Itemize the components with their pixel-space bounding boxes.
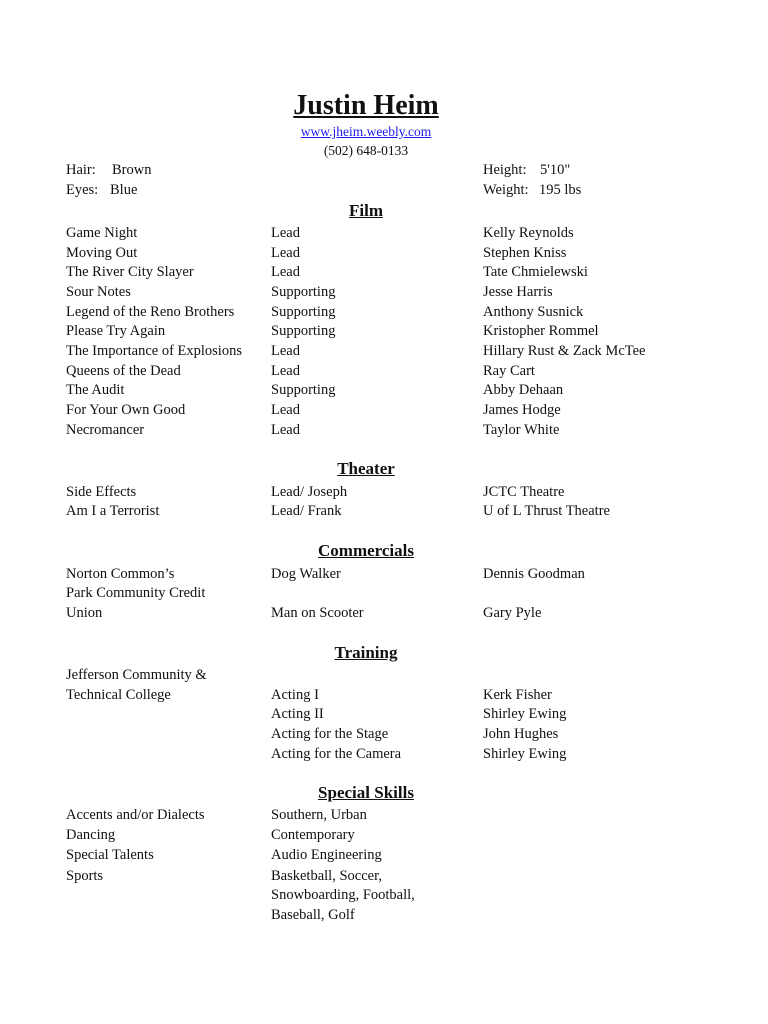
weight-value: 195 lbs [539,182,582,198]
film-role: Lead [271,422,300,438]
training-teacher: Kerk Fisher [483,687,552,703]
film-title: Legend of the Reno Brothers [66,304,235,320]
skill-category: Sports [66,868,104,884]
training-teacher: Shirley Ewing [483,746,567,762]
weight-label: Weight: [483,182,529,198]
training-school: Jefferson Community & [66,667,207,683]
training-teacher: John Hughes [483,726,559,742]
film-role: Supporting [271,382,336,398]
hair-label: Hair: [66,162,96,178]
height-value: 5'10" [540,162,571,178]
film-director: Kelly Reynolds [483,225,574,241]
theater-heading: Theater [337,459,395,478]
skill-detail: Southern, Urban [271,807,367,823]
theater-venue: JCTC Theatre [483,484,565,500]
skill-category: Dancing [66,827,116,843]
film-role: Lead [271,225,300,241]
film-role: Lead [271,402,300,418]
theater-title: Side Effects [66,484,137,500]
film-director: Hillary Rust & Zack McTee [483,343,646,359]
training-class: Acting II [271,706,324,722]
commercial-role: Man on Scooter [271,605,364,621]
training-class: Acting for the Camera [271,746,402,762]
training-school: Technical College [66,687,171,703]
commercial-director: Dennis Goodman [483,566,585,582]
film-director: Taylor White [483,422,560,438]
film-director: James Hodge [483,402,561,418]
film-role: Supporting [271,284,336,300]
theater-role: Lead/ Frank [271,503,342,519]
phone-number: (502) 648-0133 [323,143,409,158]
film-director: Jesse Harris [483,284,553,300]
skill-detail: Baseball, Golf [271,907,355,923]
actor-name: Justin Heim [293,90,439,121]
skill-detail: Contemporary [271,827,355,843]
film-title: Sour Notes [66,284,131,300]
skill-detail: Snowboarding, Football, [271,887,415,903]
website-link[interactable]: www.jheim.weebly.com [300,124,432,139]
film-role: Supporting [271,323,336,339]
skill-category: Accents and/or Dialects [66,807,205,823]
film-role: Lead [271,363,300,379]
film-title: Please Try Again [66,323,166,339]
skill-detail: Audio Engineering [271,847,382,863]
theater-role: Lead/ Joseph [271,484,348,500]
film-role: Lead [271,264,300,280]
special-skills-heading: Special Skills [318,783,414,802]
commercial-title: Park Community Credit [66,585,206,601]
skill-category: Special Talents [66,847,154,863]
film-role: Lead [271,245,300,261]
commercials-heading: Commercials [318,541,414,560]
film-title: The River City Slayer [66,264,194,280]
training-class: Acting I [271,687,319,703]
film-title: Game Night [66,225,138,241]
commercial-title: Norton Common’s [66,566,175,582]
film-director: Abby Dehaan [483,382,564,398]
film-title: Moving Out [66,245,138,261]
eyes-value: Blue [110,182,138,198]
film-title: The Audit [66,382,125,398]
commercial-director: Gary Pyle [483,605,542,621]
training-heading: Training [334,643,398,662]
film-director: Anthony Susnick [483,304,584,320]
film-title: For Your Own Good [66,402,186,418]
film-heading: Film [349,201,383,220]
film-role: Lead [271,343,300,359]
film-director: Tate Chmielewski [483,264,588,280]
film-director: Kristopher Rommel [483,323,599,339]
film-title: Necromancer [66,422,145,438]
film-director: Stephen Kniss [483,245,567,261]
film-director: Ray Cart [483,363,535,379]
skill-detail: Basketball, Soccer, [271,868,382,884]
hair-value: Brown [112,162,152,178]
commercial-title: Union [66,605,103,621]
height-label: Height: [483,162,527,178]
film-role: Supporting [271,304,336,320]
commercial-role: Dog Walker [271,566,341,582]
training-teacher: Shirley Ewing [483,706,567,722]
film-title: The Importance of Explosions [66,343,242,359]
theater-venue: U of L Thrust Theatre [483,503,610,519]
training-class: Acting for the Stage [271,726,389,742]
film-title: Queens of the Dead [66,363,181,379]
eyes-label: Eyes: [66,182,99,198]
theater-title: Am I a Terrorist [66,503,160,519]
